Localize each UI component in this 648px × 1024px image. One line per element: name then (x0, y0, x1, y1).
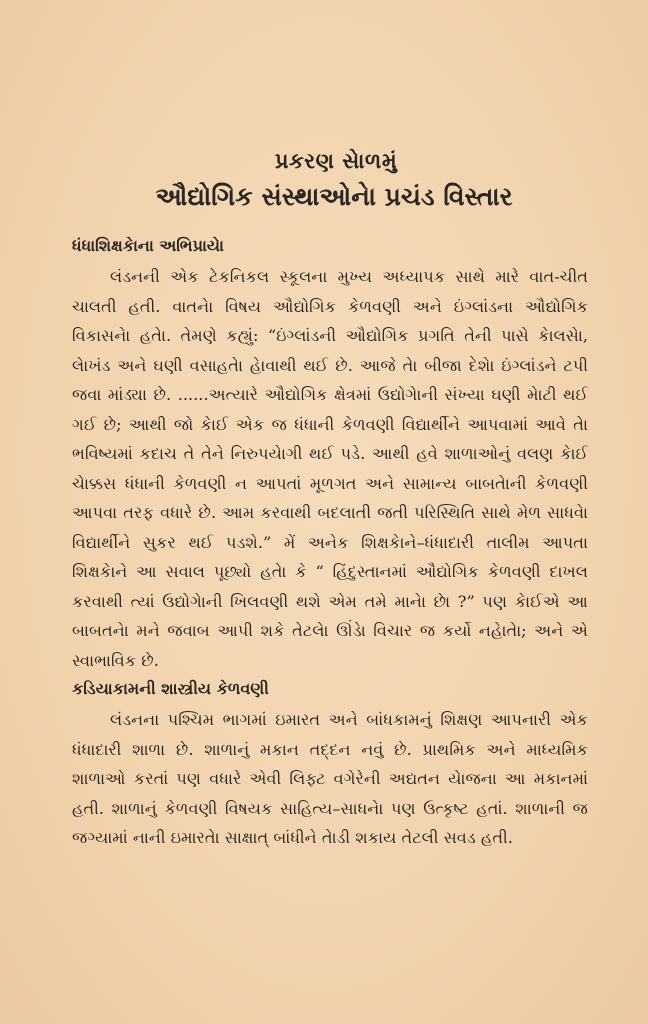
section-masonry-education (72, 679, 588, 853)
chapter-title: ઔદ્યોગિક સંસ્થાઓનેા પ્રચંડ વિસ્તાર (155, 182, 513, 211)
section-heading: ધંધાશિક્ષકેાના અભિપ્રાયેા (72, 236, 224, 255)
paragraph: લંડનના પશ્ચિમ ભાગમાં ઇમારત અને બાંધકામનું શિક્ષણ આપનારી એક ધંધાદારી શાળા છે. શાળાનું મકાન તદ્દન નવું છે. પ્રાથમિક અને માધ્યમિક શાળાઓ કરતાં પણ વધારે એવી લિફ્ટ વગેરેની અદ્યતન યેાજના આ મકાનમાં હતી. શાળાનું કેળવણી વિષયક સાહિત્ય–સાધનેા પણ ઉત્કૃષ્ટ હતાં. શાળાની જ જગ્યામાં નાની ઇમારતેા સાક્ષાત્ બાંધીને તેાડી શકાય તેટલી સવડ હતી. (72, 710, 588, 847)
section-vocational-teachers-opinions (72, 236, 588, 675)
chapter-number: પ્રકરણ સેાળમું (274, 148, 398, 173)
paragraph: લંડનની એક ટેકનિકલ સ્કૂલના મુખ્ય અધ્યાપક સાથે મારે વાત-ચીત ચાલતી હતી. વાતનેા વિષય ઔદ્યોગિક કેળવણી અને ઇંગ્લાંડના ઔદ્યોગિક વિકાસનેા હતેા. તેમણે કહ્યું: “ઇંગ્લાંડની ઔદ્યોગિક પ્રગતિ તેની પાસે કેાલસેા, લેાખંડ અને ઘણી વસાહતેા હેાવાથી થઈ છે. આજે તેા બીજા દેશેા ઇંગ્લાંડને ટપી જવા માંડ્યા છે. ......અત્યારે ઔદ્યોગિક ક્ષેત્રમાં ઉદ્યોગેાની સંખ્યા ઘણી મેાટી થઈ ગઈ છે; આથી જો કેાઈ એક જ ધંધાની કેળવણી વિદ્યાર્થીને આપવામાં આવે તેા ભવિષ્યમાં કદાચ તે તેને નિરુપયેાગી થઈ પડે. આથી હવે શાળાઓનું વલણ કેાઈ ચેાક્કસ ધંધાની કેળવણી ન આપતાં મૂળગત અને સામાન્ય બાબતેાની કેળવણી આપવા તરફ વધારે છે. આમ કરવાથી બદલાતી જતી પરિસ્થિતિ સાથે મેળ સાધવેા વિદ્યાર્થીને સુકર થઈ પડશે.” મેં અનેક શિક્ષકેાને–ધંધાદારી તાલીમ આપતા શિક્ષકેાને આ સવાલ પૂછ્યો હતેા કે “ હિંદુસ્તાનમાં ઔદ્યોગિક કેળવણી દાખલ કરવાથી ત્યાં ઉદ્યોગેાની ખિલવણી થશે એમ તમે માનેા છેા ?” પણ કેાઈએ આ બાબતનેા મને જવાબ આપી શકે તેટલેા ઊંડેા વિચાર જ કર્યો નહેાતેા; અને એ સ્વાભાવિક છે. (72, 267, 588, 670)
section-heading: કડિયાકામની શાસ્ત્રીય કેળવણી (72, 679, 269, 698)
